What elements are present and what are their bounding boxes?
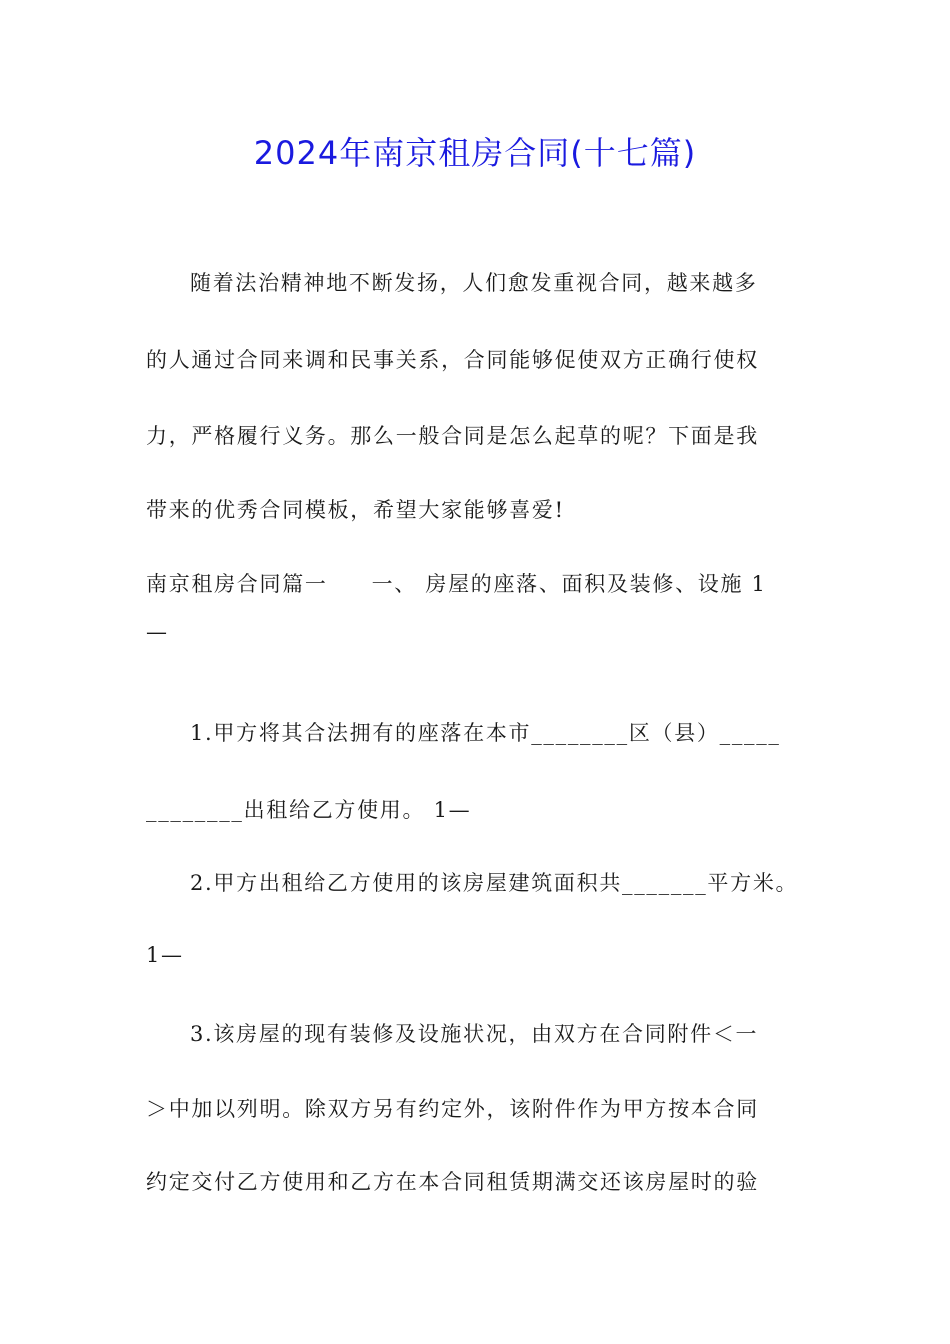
paragraph-line: 随着法治精神地不断发扬，人们愈发重视合同，越来越多 [190, 271, 758, 295]
clause-line: ＞中加以列明。除双方另有约定外，该附件作为甲方按本合同 [146, 1097, 759, 1121]
clause-line: 3.该房屋的现有装修及设施状况，由双方在合同附件＜一 [190, 1022, 759, 1046]
section-heading-row [146, 569, 767, 599]
section-subheading: 一、 房屋的座落、面积及装修、设施 1 [371, 572, 767, 596]
clause-line: 2.甲方出租给乙方使用的该房屋建筑面积共_______平方米。 [190, 871, 799, 895]
clause-line: 1.甲方将其合法拥有的座落在本市________区（县）_____ [190, 721, 781, 745]
clause-line: 约定交付乙方使用和乙方在本合同租赁期满交还该房屋时的验 [146, 1170, 759, 1194]
paragraph-line: 带来的优秀合同模板，希望大家能够喜爱! [146, 498, 565, 522]
clause-line: ________出租给乙方使用。 1— [146, 798, 472, 822]
document-title: 2024年南京租房合同(十七篇) [253, 134, 697, 172]
section-dash: — [146, 620, 169, 644]
section-title: 南京租房合同篇一 [146, 572, 328, 596]
paragraph-line: 力，严格履行义务。那么一般合同是怎么起草的呢？下面是我 [146, 424, 759, 448]
paragraph-line: 的人通过合同来调和民事关系，合同能够促使双方正确行使权 [146, 348, 759, 372]
clause-line: 1— [146, 943, 184, 967]
